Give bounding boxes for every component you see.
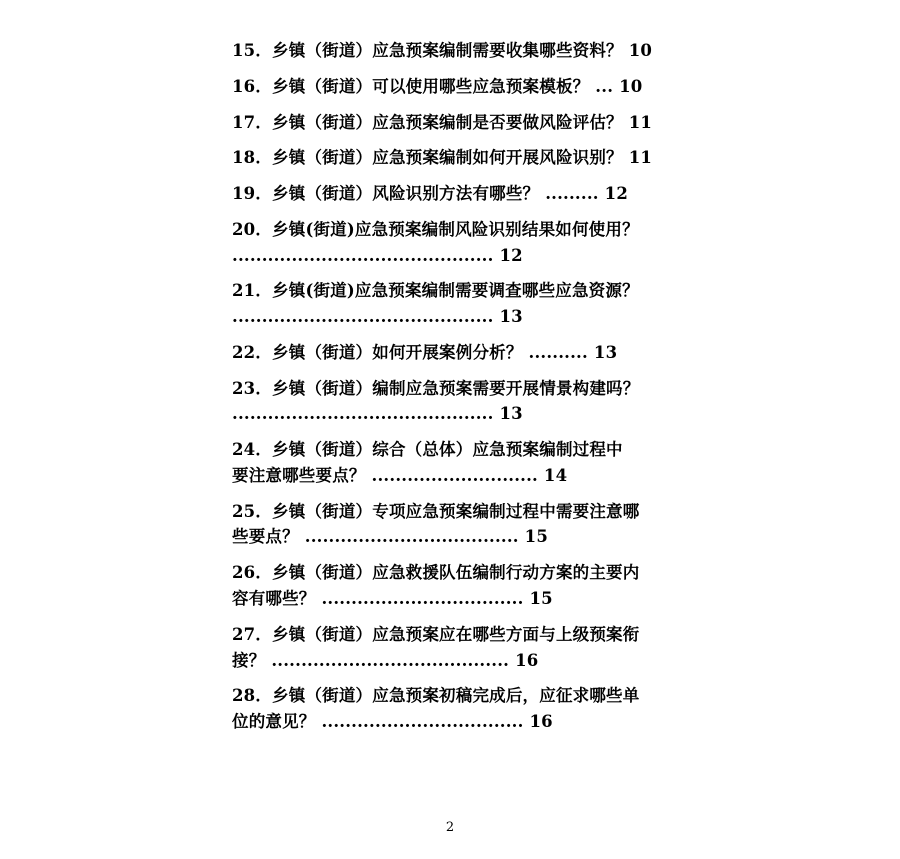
- toc-entry-line: 15．乡镇（街道）应急预案编制需要收集哪些资料？ 10: [232, 41, 653, 60]
- toc-entry-line: 19．乡镇（街道）风险识别方法有哪些？ ......... 12: [232, 184, 629, 204]
- toc-entry-25[interactable]: [232, 501, 702, 550]
- toc-entry-line: 25．乡镇（街道）专项应急预案编制过程中需要注意哪: [232, 501, 640, 521]
- toc-entry-26[interactable]: [232, 562, 702, 611]
- toc-entry-line: 16．乡镇（街道）可以使用哪些应急预案模板？ ... 10: [232, 76, 643, 96]
- page-number: 2: [445, 820, 455, 835]
- toc-entry-15[interactable]: [232, 40, 702, 63]
- toc-entry-19[interactable]: [232, 183, 702, 206]
- toc-entry-line: 容有哪些？ .................................. 15: [232, 589, 553, 609]
- toc-entry-line: ............................................ 13: [232, 307, 523, 327]
- toc-entry-27[interactable]: [232, 624, 702, 673]
- toc-entry-17[interactable]: [232, 112, 702, 135]
- toc-entry-line: 22．乡镇（街道）如何开展案例分析？ .......... 13: [232, 342, 618, 362]
- toc-entry-16[interactable]: [232, 76, 702, 99]
- toc-entry-line: 26．乡镇（街道）应急救援队伍编制行动方案的主要内: [232, 563, 640, 583]
- toc-entry-line: ............................................ 12: [232, 245, 523, 265]
- toc-entry-line: 28．乡镇（街道）应急预案初稿完成后，应征求哪些单: [232, 686, 640, 706]
- toc-entry-line: 17．乡镇（街道）应急预案编制是否要做风险评估？ 11: [232, 112, 653, 132]
- toc-entry-28[interactable]: [232, 685, 702, 734]
- toc-entry-20[interactable]: [232, 219, 702, 268]
- toc-entry-line: 18．乡镇（街道）应急预案编制如何开展风险识别？ 11: [232, 148, 653, 168]
- toc-entry-line: ............................................ 13: [232, 404, 523, 424]
- toc-entry-line: 27．乡镇（街道）应急预案应在哪些方面与上级预案衔: [232, 624, 640, 644]
- toc-entry-line: 要注意哪些要点？ ............................ 14: [232, 465, 568, 485]
- table-of-contents: [232, 40, 702, 747]
- toc-entry-23[interactable]: [232, 378, 702, 427]
- toc-entry-18[interactable]: [232, 147, 702, 170]
- toc-entry-line: 20．乡镇(街道)应急预案编制风险识别结果如何使用？: [232, 219, 639, 239]
- toc-entry-line: 接？ ........................................ 16: [232, 650, 539, 670]
- toc-entry-line: 21．乡镇(街道)应急预案编制需要调查哪些应急资源？: [232, 281, 639, 301]
- toc-entry-24[interactable]: [232, 439, 702, 488]
- toc-entry-22[interactable]: [232, 342, 702, 365]
- toc-entry-line: 23．乡镇（街道）编制应急预案需要开展情景构建吗？: [232, 378, 640, 398]
- toc-entry-line: 位的意见？ .................................. 16: [232, 712, 553, 732]
- toc-entry-line: 些要点？ .................................... 15: [232, 527, 549, 547]
- toc-entry-21[interactable]: [232, 280, 702, 329]
- toc-entry-line: 24．乡镇（街道）综合（总体）应急预案编制过程中: [232, 440, 623, 460]
